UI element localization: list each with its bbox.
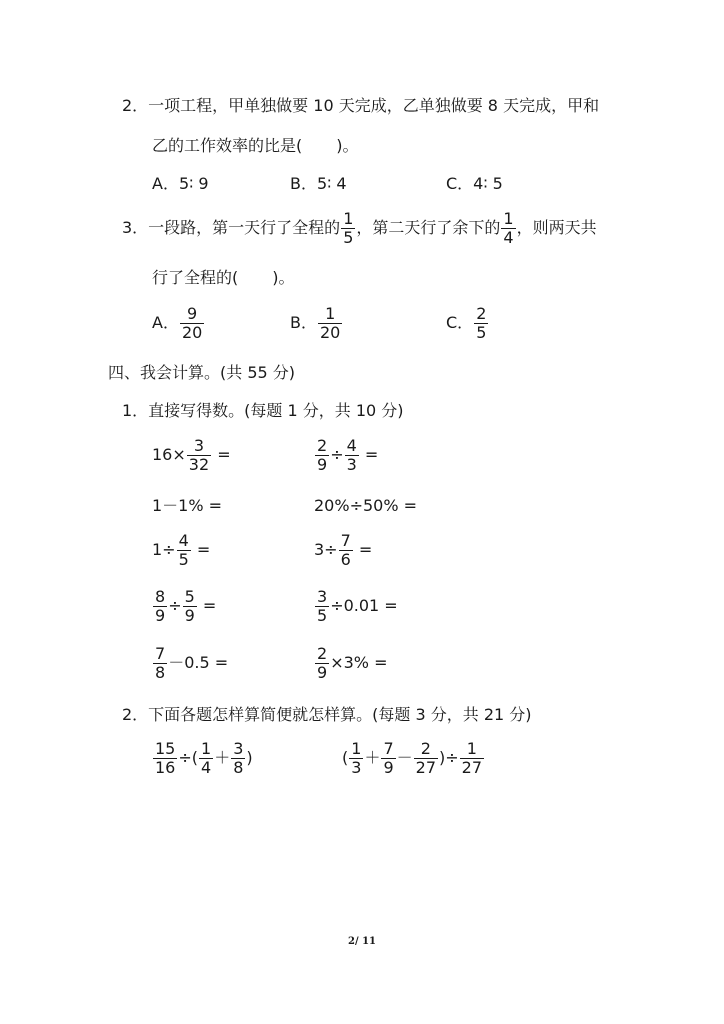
expr-text: ÷0.01 = bbox=[330, 596, 398, 615]
expr-fraction bbox=[345, 437, 359, 474]
q2-option-b: B．5∶ 4 bbox=[290, 174, 347, 193]
expr-text: = bbox=[359, 445, 379, 464]
fraction-numerator: 1 bbox=[201, 739, 212, 758]
fraction-denominator: 9 bbox=[155, 606, 166, 625]
fraction-numerator: 2 bbox=[317, 436, 328, 455]
expr-fraction bbox=[381, 740, 395, 777]
expr-fraction bbox=[339, 532, 353, 569]
expr-fraction bbox=[414, 740, 438, 777]
page-number: 2/ 11 bbox=[347, 936, 376, 947]
fraction-numerator: 1 bbox=[325, 304, 336, 323]
calc-expr-10 bbox=[314, 645, 387, 682]
fraction-denominator: 9 bbox=[184, 606, 195, 625]
section-4-title: 四、我会计算。(共 55 分) bbox=[108, 363, 296, 382]
fraction-denominator: 5 bbox=[178, 550, 189, 569]
fraction-one-fifth bbox=[341, 210, 355, 247]
q3-option-a bbox=[152, 304, 205, 342]
fraction-numerator: 3 bbox=[317, 587, 328, 606]
expr-fraction bbox=[199, 740, 213, 777]
expr-operator: ÷ bbox=[330, 445, 344, 464]
fraction-denominator: 3 bbox=[351, 758, 362, 777]
expr-text: = bbox=[353, 540, 373, 559]
fraction-denominator: 8 bbox=[233, 758, 244, 777]
expr-fraction bbox=[349, 740, 363, 777]
simplify-expr-2 bbox=[342, 740, 485, 777]
fraction-numerator: 15 bbox=[155, 739, 176, 758]
option-fraction bbox=[318, 305, 342, 342]
fraction-numerator: 2 bbox=[317, 644, 328, 663]
expr-operator: ÷ bbox=[168, 596, 182, 615]
fraction-numerator: 9 bbox=[187, 304, 198, 323]
fraction-numerator: 2 bbox=[420, 739, 431, 758]
fraction-denominator: 9 bbox=[317, 663, 328, 682]
expr-fraction bbox=[187, 437, 211, 474]
expr-operator: ＋ bbox=[364, 748, 381, 767]
fraction-numerator: 4 bbox=[178, 531, 189, 550]
calc-expr-1 bbox=[152, 437, 231, 474]
fraction-numerator: 1 bbox=[466, 739, 477, 758]
question-3-line-2 bbox=[152, 268, 295, 288]
fraction-denominator: 27 bbox=[461, 758, 483, 777]
fraction-numerator: 4 bbox=[346, 436, 357, 455]
fraction-numerator: 7 bbox=[340, 531, 351, 550]
fraction-denominator: 16 bbox=[155, 758, 176, 777]
fraction-denominator: 3 bbox=[346, 455, 357, 474]
q2-option-c: C．4∶ 5 bbox=[446, 174, 503, 193]
fraction-numerator: 7 bbox=[155, 644, 166, 663]
calc-expr-2 bbox=[314, 437, 378, 474]
fraction-one-quarter bbox=[501, 210, 515, 247]
question-3-stem-end: )。 bbox=[272, 268, 295, 287]
expr-fraction bbox=[315, 588, 329, 625]
simplify-expr-1 bbox=[152, 740, 253, 777]
fraction-denominator: 8 bbox=[155, 663, 166, 682]
fraction-denominator: 6 bbox=[340, 550, 351, 569]
fraction-numerator: 3 bbox=[193, 436, 205, 455]
expr-operator: － bbox=[396, 748, 413, 767]
expr-text: 3÷ bbox=[314, 540, 338, 559]
expr-text: = bbox=[191, 540, 211, 559]
expr-operator: )÷ bbox=[439, 748, 459, 767]
expr-fraction bbox=[315, 437, 329, 474]
expr-fraction bbox=[153, 588, 167, 625]
q2-option-a: A．5∶ 9 bbox=[152, 174, 209, 193]
option-fraction bbox=[180, 305, 204, 342]
calc-expr-7 bbox=[152, 588, 216, 625]
fraction-numerator: 2 bbox=[476, 304, 487, 323]
fraction-numerator: 1 bbox=[503, 209, 514, 228]
expr-text: = bbox=[212, 445, 231, 464]
fraction-denominator: 5 bbox=[476, 323, 487, 342]
subsection-2-title: 2．下面各题怎样算简便就怎样算。(每题 3 分，共 21 分) bbox=[122, 705, 532, 724]
expr-fraction bbox=[153, 645, 167, 682]
expr-text: －0.5 = bbox=[168, 653, 229, 672]
expr-fraction bbox=[177, 532, 191, 569]
q3-text-1: 3．一段路，第一天行了全程的 bbox=[122, 218, 341, 237]
fraction-denominator: 4 bbox=[201, 758, 212, 777]
question-2-stem-end: )。 bbox=[336, 136, 359, 155]
q3-text-3: ，则两天共 bbox=[516, 218, 597, 237]
fraction-numerator: 7 bbox=[383, 739, 394, 758]
fraction-numerator: 1 bbox=[343, 209, 354, 228]
calc-expr-6 bbox=[314, 532, 372, 569]
expr-text: = bbox=[197, 596, 217, 615]
q3-option-c bbox=[446, 304, 489, 342]
fraction-numerator: 1 bbox=[351, 739, 362, 758]
q3-option-b bbox=[290, 304, 343, 342]
fraction-numerator: 5 bbox=[184, 587, 195, 606]
expr-operator: ÷( bbox=[178, 748, 199, 767]
expr-operator: ( bbox=[342, 748, 349, 767]
fraction-denominator: 20 bbox=[319, 323, 341, 342]
calc-expr-4: 20%÷50% = bbox=[314, 496, 418, 515]
calc-expr-9 bbox=[152, 645, 228, 682]
question-3-line-1 bbox=[122, 209, 597, 247]
calc-expr-8 bbox=[314, 588, 398, 625]
expr-fraction bbox=[231, 740, 245, 777]
question-3-stem: 行了全程的( bbox=[152, 268, 239, 287]
fraction-denominator: 9 bbox=[317, 455, 328, 474]
question-2-line-1: 2．一项工程，甲单独做要 10 天完成，乙单独做要 8 天完成，甲和 bbox=[122, 96, 600, 115]
question-2-line-2 bbox=[152, 136, 359, 156]
expr-text: 16× bbox=[152, 445, 186, 464]
fraction-numerator: 3 bbox=[233, 739, 244, 758]
option-fraction bbox=[474, 305, 488, 342]
expr-text: ×3% = bbox=[330, 653, 388, 672]
fraction-denominator: 27 bbox=[415, 758, 437, 777]
fraction-denominator: 5 bbox=[343, 228, 354, 247]
fraction-denominator: 4 bbox=[503, 228, 514, 247]
q3-text-2: ，第二天行了余下的 bbox=[356, 218, 501, 237]
expr-fraction bbox=[315, 645, 329, 682]
option-label: C． bbox=[446, 313, 474, 332]
option-label: A． bbox=[152, 313, 179, 332]
fraction-numerator: 8 bbox=[155, 587, 166, 606]
calc-expr-3: 1－1% = bbox=[152, 496, 223, 515]
question-2-stem: 乙的工作效率的比是( bbox=[152, 136, 303, 155]
fraction-denominator: 20 bbox=[181, 323, 203, 342]
fraction-denominator: 9 bbox=[383, 758, 394, 777]
expr-fraction bbox=[460, 740, 484, 777]
expr-operator: ) bbox=[246, 748, 253, 767]
calc-expr-5 bbox=[152, 532, 210, 569]
fraction-denominator: 5 bbox=[317, 606, 328, 625]
expr-text: 1÷ bbox=[152, 540, 176, 559]
expr-operator: ＋ bbox=[214, 748, 231, 767]
expr-fraction bbox=[183, 588, 197, 625]
fraction-denominator: 32 bbox=[188, 455, 210, 474]
expr-fraction bbox=[153, 740, 177, 777]
option-label: B． bbox=[290, 313, 317, 332]
subsection-1-title: 1．直接写得数。(每题 1 分，共 10 分) bbox=[122, 401, 404, 420]
